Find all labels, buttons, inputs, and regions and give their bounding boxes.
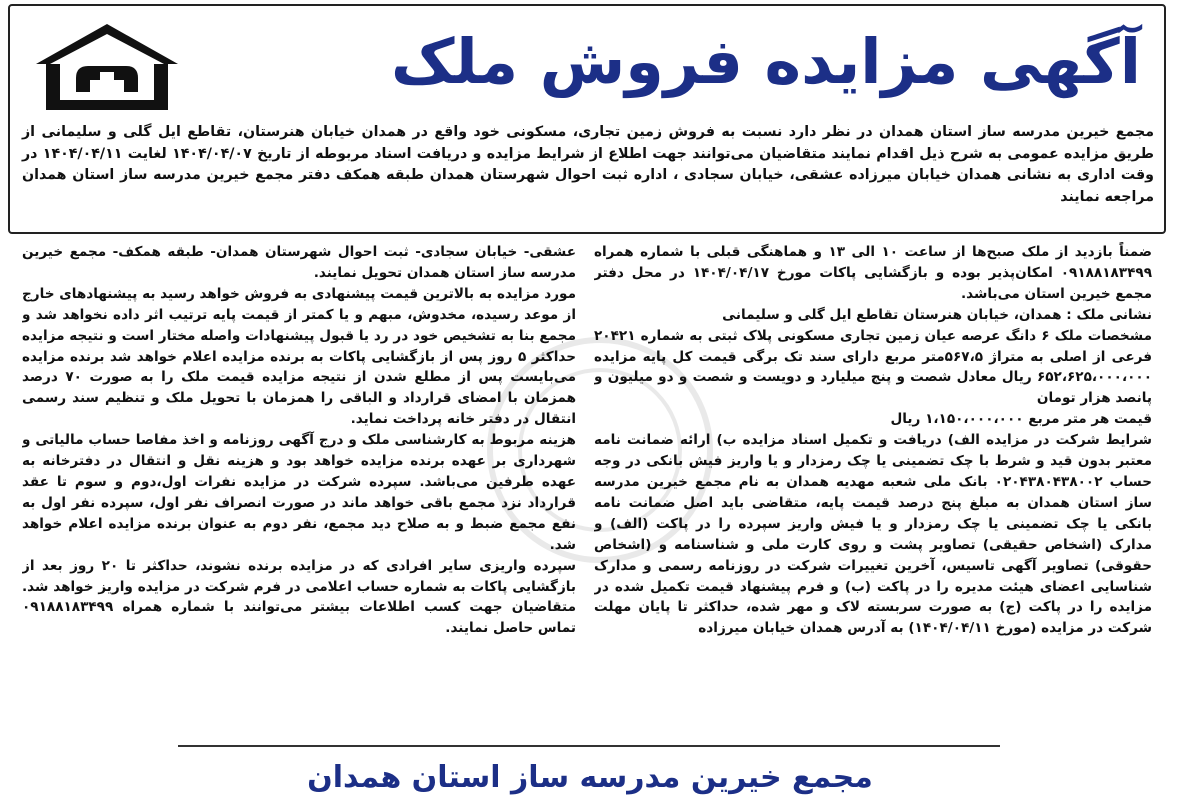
footer-organization: مجمع خیرین مدرسه ساز استان همدان <box>307 760 873 795</box>
delivery-address: عشقی- خیابان سجادی- ثبت احوال شهرستان همدان- طبقه همکف- مجمع خیرین مدرسه ساز استان همدان تحویل نمایند. <box>22 244 576 281</box>
footer-divider <box>178 745 1000 747</box>
visit-paragraph: ضمناً بازدید از ملک صبح‌ها از ساعت ۱۰ الی ۱۳ و هماهنگی قبلی با شماره همراه ۰۹۱۸۸۱۸۳۴۹۹ امکان‌پذیر بوده و بازگشایی پاکات مورخ ۱۴۰۴/۰۴/۱۷ در محل دفتر مجمع خیرین استان می‌باشد. <box>594 244 1152 302</box>
intro-paragraph: مجمع خیرین مدرسه ساز استان همدان در نظر دارد نسبت به فروش زمین تجاری، مسکونی خود واقع در همدان خیابان هنرستان، تقاطع ایل گلی و سلیمانی از طریق مزایده عمومی به شرح ذیل اقدام نمایند متقاضیان می‌توانند جهت اطلاع از شرایط مزایده و دریافت اسناد مربوطه از تاریخ ۱۴۰۴/۰۴/۰۷ لغایت ۱۴۰۴/۰۴/۱۱ در وقت اداری به نشانی همدان خیابان میرزاده عشقی، خیابان سجادی ، اداره ثبت احوال شهرستان همدان طبقه همکف دفتر مجمع خیرین مدرسه ساز استان همدان مراجعه نمایند <box>22 124 1154 205</box>
deposit-refund-paragraph: سپرده واریزی سایر افرادی که در مزایده برنده نشوند، حداکثر تا ۲۰ روز بعد از بازگشایی پاکات به شماره حساب اعلامی در فرم شرکت در مزایده واریز خواهد شد. متقاضیان جهت کسب اطلاعات بیشتر می‌توانند با شماره همراه ۰۹۱۸۸۱۸۳۴۹۹ تماس حاصل نمایند. <box>22 557 576 637</box>
left-column <box>22 242 576 734</box>
property-address: نشانی ملک : همدان، خیابان هنرستان تقاطع ایل گلی و سلیمانی <box>722 306 1152 323</box>
auction-terms: مورد مزایده به بالاترین قیمت پیشنهادی به فروش خواهد رسید به پیشنهادهای خارج از موعد رسیده، مخدوش، مبهم و یا کمتر از قیمت پایه ترتیب اثر داده نخواهد شد و مجمع بنا به تشخیص خود در رد یا قبول پیشنهادات واصله مختار است و نتیجه مزایده حداکثر ۵ روز پس از بازگشایی پاکات به برنده مزایده اعلام خواهد شد برنده مزایده می‌بایست پس از مطلع شدن از نتیجه مزایده قیمت ملک را به صورت ۷۰ درصد همزمان با امضای قرارداد و الباقی را همزمان با تحویل ملک و تنظیم سند رسمی انتقال در دفتر خانه پرداخت نماید. <box>22 285 576 428</box>
property-specs: مشخصات ملک ۶ دانگ عرصه عیان زمین تجاری مسکونی پلاک ثبتی به شماره ۲۰۴۲۱ فرعی از اصلی به متراژ ۵۶۷،۵متر مربع دارای سند تک برگی قیمت کل پایه مزایده ۶۵۲،۶۲۵،۰۰۰،۰۰۰ ریال معادل شصت و پنج میلیارد و دویست و شصت و دو میلیون و پانصد هزار تومان <box>594 327 1152 407</box>
costs-paragraph: هزینه مربوط به کارشناسی ملک و درج آگهی روزنامه و اخذ مفاصا حساب مالیاتی و شهرداری بر عهده برنده مزایده خواهد بود و هزینه نقل و انتقال در دفترخانه به عهده طرفین می‌باشد. سپرده شرکت در مزایده نفرات اول،دوم و سوم تا عقد قرارداد نزد مجمع باقی خواهد ماند در صورت انصراف نفر اول، سپرده نفر اول به نفع مجمع ضبط و به صلاح دید مجمع، نفر دوم به عنوان برنده مزایده اعلام خواهد شد. <box>22 432 576 553</box>
price-per-meter: قیمت هر متر مربع ۱،۱۵۰،۰۰۰،۰۰۰ ریال <box>890 411 1152 428</box>
house-logo-icon <box>32 20 182 118</box>
page-title: آگهی مزایده فروش ملک <box>390 25 1141 98</box>
participation-conditions: شرایط شرکت در مزایده الف) دریافت و تکمیل اسناد مزایده ب) ارائه ضمانت نامه معتبر بدون قید و شرط با چک تضمینی یا چک رمزدار و یا واریز فیش بانکی در وجه حساب ۰۲۰۴۳۸۰۴۳۸۰۰۲ بانک ملی شعبه مهدیه همدان به نام مجمع خیرین مدرسه ساز استان همدان به مبلغ پنج درصد قیمت پایه، متقاضی باید اصل ضمانت نامه بانکی یا چک تضمینی یا چک رمزدار و یا فیش واریز سپرده را در پاکت (الف) و مدارک (اشخاص حقیقی) تصاویر پشت و روی کارت ملی و شناسنامه و (اشخاص حقوقی) تصاویر آگهی تاسیس، آخرین تغییرات شرکت در روزنامه رسمی و مدارک شناسایی اعضای هیئت مدیره را در پاکت (ب) و فرم پیشنهاد قیمت تکمیل شده در مزایده را در پاکت (ج) به صورت سربسته لاک و مهر شده، حداکثر تا پایان مهلت شرکت در مزایده (مورخ ۱۴۰۴/۰۴/۱۱) به آدرس همدان خیابان میرزاده <box>594 432 1152 637</box>
right-column <box>594 242 1152 734</box>
